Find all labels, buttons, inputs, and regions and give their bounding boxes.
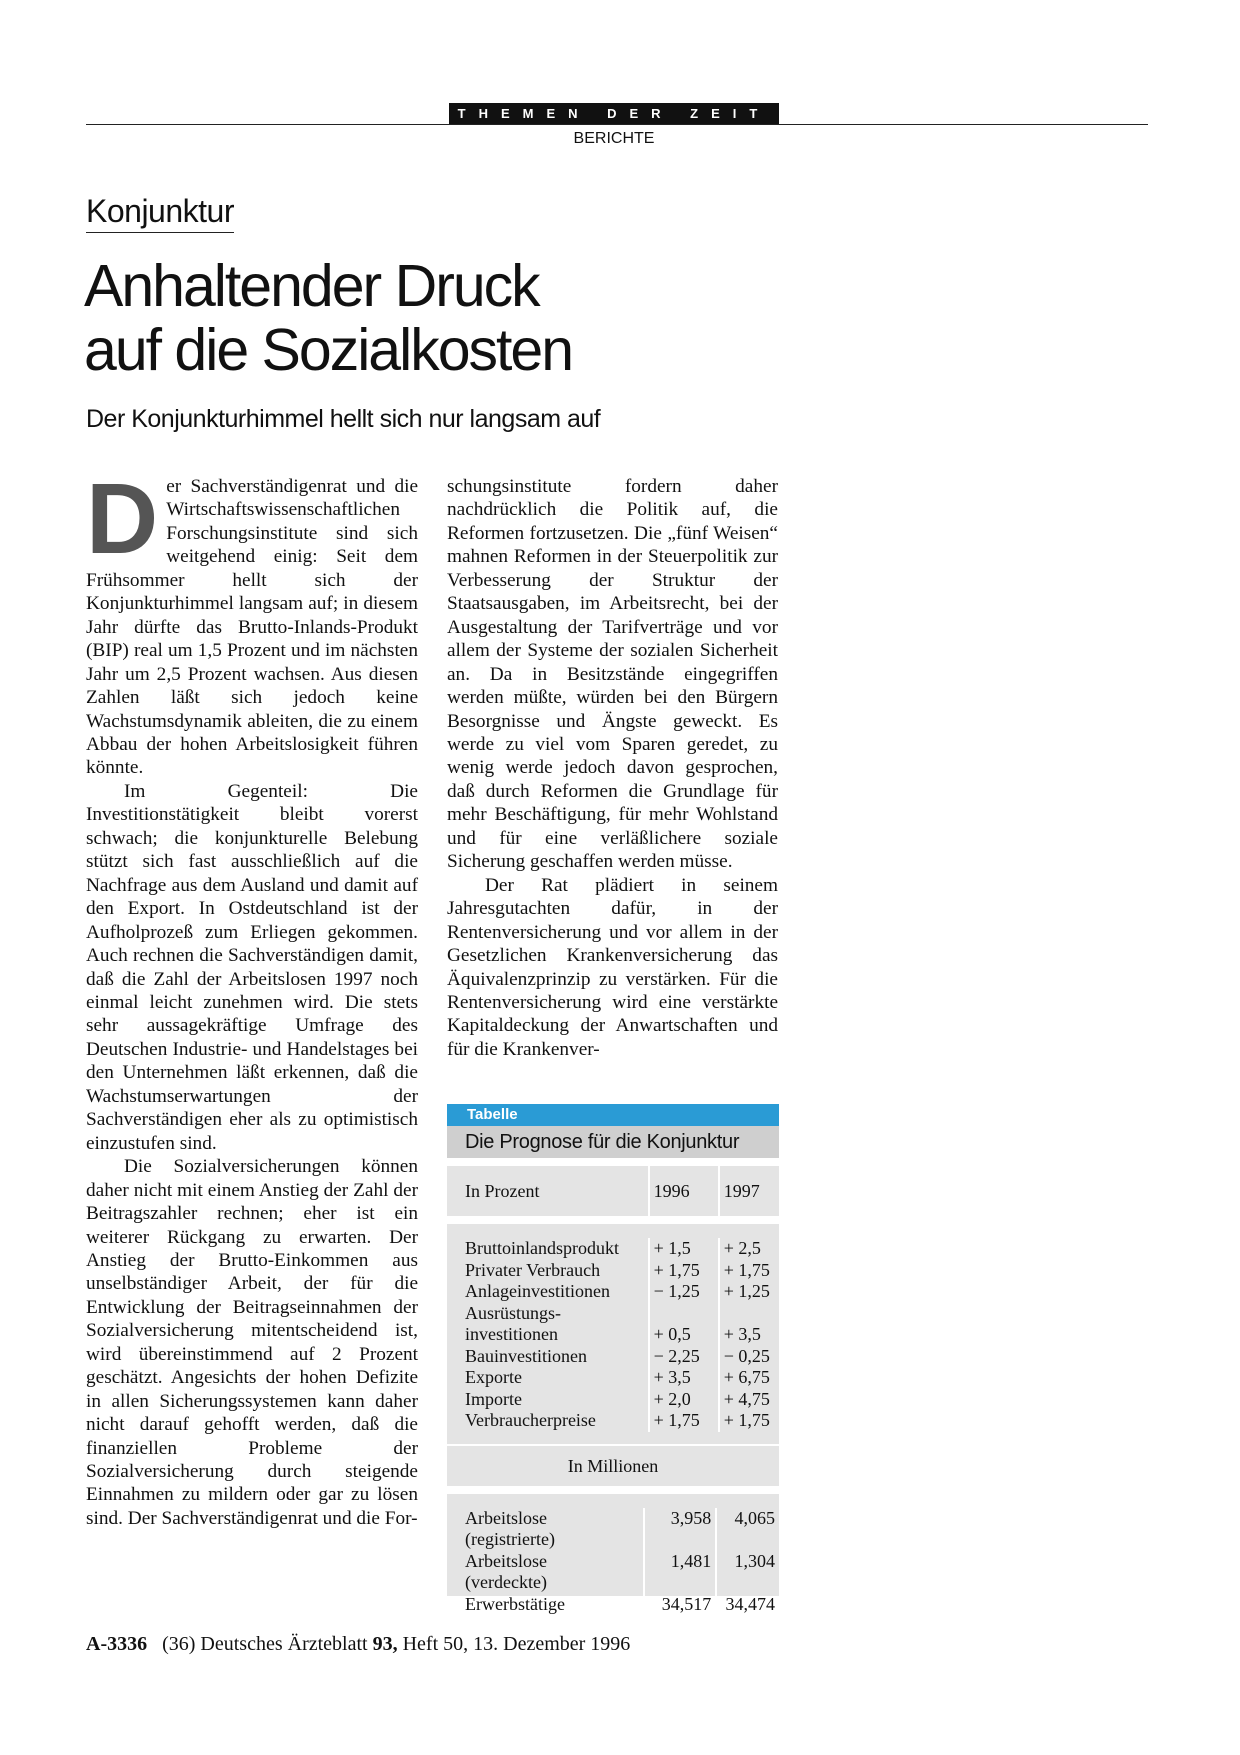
table-cell: + 4,75: [718, 1389, 779, 1411]
table-cell: Bruttoinlandsprodukt: [465, 1238, 619, 1258]
table-cell: 1,304: [715, 1551, 779, 1573]
table-tag: Tabelle: [447, 1104, 779, 1126]
table-cell: 34,474: [715, 1594, 779, 1616]
table-body-millions: [447, 1494, 779, 1628]
table-row: [447, 1324, 779, 1346]
table-row: [447, 1389, 779, 1411]
table-header-cell: In Prozent: [465, 1181, 540, 1201]
table-separator: [447, 1216, 779, 1224]
table-cell: 3,958: [643, 1508, 715, 1530]
table-cell: − 1,25: [648, 1281, 718, 1303]
headline-line-2: auf die Sozialkosten: [84, 317, 573, 383]
table-cell: (registrierte): [465, 1529, 555, 1549]
table-cell: investitionen: [465, 1324, 558, 1344]
table-row: [447, 1410, 779, 1432]
table-row: [447, 1303, 779, 1325]
table-cell: Anlageinvestitionen: [465, 1281, 610, 1301]
table-row: [447, 1572, 779, 1594]
table-cell: + 3,5: [718, 1324, 779, 1346]
table-cell: + 1,75: [648, 1410, 718, 1432]
headline-line-1: Anhaltender Druck: [84, 253, 539, 319]
drop-cap: D: [86, 463, 159, 575]
paragraph: schungsinstitute fordern daher nachdrücklich die Politik auf, die Reformen fortzusetzen. Die „fünf Weisen“ mahnen Reformen in der Steuerpolitik zur Verbesserung der Struktur der Staatsausgaben, im Arbeitsrecht, bei der Ausgestaltung der Tarifverträge und vor allem der Systeme der sozialen Sicherheit an. Da in Besitzstände eingegriffen werden müßte, würden bei den Bürgern Besorgnisse und Ängste geweckt. Es werde zu viel vom Sparen geredet, zu wenig werde jedoch davon gesprochen, daß durch Reformen die Grundlage für mehr Beschäftigung, für mehr Wohlstand und für eine verläßlichere soziale Sicherung geschaffen werden müsse.: [447, 476, 778, 873]
table-row: [447, 1367, 779, 1389]
table-cell: Erwerbstätige: [465, 1593, 565, 1614]
paragraph: Im Gegenteil: Die Investitionstätigkeit bleibt vorerst schwach; die konjunkturelle Belebung stützt sich fast ausschließlich auf die Nachfrage aus dem Ausland und damit auf den Export. In Ostdeutschland ist der Aufholprozeß zum Erliegen gekommen. Auch rechnen die Sachverständigen damit, daß die Zahl der Arbeitslosen 1997 noch einmal leicht zunehmen wird. Die stets sehr aussagekräftige Umfrage des Deutschen Industrie- und Handelstages bei den Unternehmen läßt erkennen, daß die Wachstumserwartungen der Sachverständigen eher als zu optimistisch einzustufen sind.: [86, 780, 418, 1154]
table-cell: [715, 1529, 779, 1551]
paragraph: [86, 463, 418, 780]
journal-issue: Heft 50, 13. Dezember 1996: [402, 1633, 631, 1655]
forecast-table: [447, 1104, 779, 1614]
table-cell: [643, 1572, 715, 1594]
table-row: [447, 1281, 779, 1303]
table-cell: Bauinvestitionen: [465, 1345, 587, 1366]
table-cell: + 2,0: [648, 1389, 718, 1411]
table-header-row: [447, 1166, 779, 1216]
table-cell: [718, 1303, 779, 1325]
table-cell: + 6,75: [718, 1367, 779, 1389]
table-cell: (verdeckte): [465, 1572, 547, 1592]
table-cell: [643, 1529, 715, 1551]
header-rule: [86, 124, 1148, 125]
page-footer: [86, 1633, 630, 1656]
journal-volume: 93,: [372, 1633, 398, 1655]
table-cell: Arbeitslose: [465, 1507, 547, 1528]
table-cell: + 1,75: [648, 1260, 718, 1282]
table-row: [447, 1346, 779, 1368]
table-header-cell: 1996: [648, 1166, 718, 1216]
paragraph: Die Sozialversicherungen können daher nicht mit einem Anstieg der Zahl der Beitragszahler rechnen; eher ist ein weiterer Rückgang zu erwarten. Der Anstieg der Brutto-Einkommen aus unselbständiger Arbeit, der für die Entwicklung der Beitragseinnahmen der Sozialversicherung mitentscheidend ist, wird übereinstimmend auf 2 Prozent geschätzt. Angesichts der hohen Defizite in allen Sicherungssystemen kann daher nicht darauf gehofft werden, daß die finanziellen Probleme der Sozialversicherung durch steigende Einnahmen zu mildern oder gar zu lösen sind. Der Sachverständigenrat und die For-: [86, 1156, 418, 1529]
table-cell: [715, 1572, 779, 1594]
table-row: [447, 1238, 779, 1260]
table-body-percent: [447, 1224, 779, 1444]
table-cell: Privater Verbrauch: [465, 1259, 601, 1280]
article-deck: Der Konjunkturhimmel hellt sich nur langsam auf: [86, 405, 601, 433]
paragraph-text: er Sachverständigenrat und die Wirtschaftswissenschaftlichen Forschungsinstitute sind sich weitgehend einig: Seit dem Frühsommer hellt sich der Konjunkturhimmel langsam auf; in diesem Jahr dürfte das Brutto-Inlands-Produkt (BIP) real um 1,5 Prozent und im nächsten Jahr um 2,5 Prozent wachsen. Aus diesen Zahlen läßt sich jedoch keine Wachstumsdynamik ableiten, die zu einem Abbau der hohen Arbeitslosigkeit führen könnte.: [86, 476, 418, 779]
paragraph: Der Rat plädiert in seinem Jahresgutachten dafür, in der Rentenversicherung und vor allem in der Gesetzlichen Krankenversicherung das Äquivalenzprinzip zu verstärken. Für die Rentenversicherung wird eine verstärkte Kapitaldeckung der Anwartschaften und für die Krankenver-: [447, 874, 778, 1060]
table-cell: + 1,5: [648, 1238, 718, 1260]
table-row: [447, 1260, 779, 1282]
table-cell: Arbeitslose: [465, 1550, 547, 1571]
table-row: [447, 1551, 779, 1573]
table-cell: + 1,75: [718, 1410, 779, 1432]
table-cell: − 0,25: [718, 1346, 779, 1368]
page-number: A-3336: [86, 1633, 148, 1655]
table-cell: 4,065: [715, 1508, 779, 1530]
table-cell: Verbraucherpreise: [465, 1410, 596, 1430]
table-header-cell: 1997: [718, 1166, 779, 1216]
table-cell: + 0,5: [648, 1324, 718, 1346]
table-cell: 1,481: [643, 1551, 715, 1573]
article-headline: [84, 254, 572, 382]
table-cell: − 2,25: [648, 1346, 718, 1368]
table-row: [447, 1508, 779, 1530]
table-cell: Exporte: [465, 1367, 522, 1387]
table-row: [447, 1529, 779, 1551]
table-row: [447, 1594, 779, 1616]
table-title: Die Prognose für die Konjunktur: [447, 1126, 779, 1158]
table-cell: + 2,5: [718, 1238, 779, 1260]
table-cell: + 3,5: [648, 1367, 718, 1389]
table-cell: Ausrüstungs-: [465, 1302, 562, 1323]
table-cell: + 1,25: [718, 1281, 779, 1303]
article-kicker: Konjunktur: [86, 193, 234, 233]
journal-source: (36) Deutsches Ärzteblatt: [162, 1633, 368, 1655]
table-cell: [648, 1303, 718, 1325]
table-cell: 34,517: [643, 1594, 715, 1616]
table-cell: Importe: [465, 1388, 522, 1409]
table-separator: [447, 1158, 779, 1166]
section-label: THEMEN DER ZEIT: [449, 103, 779, 124]
text-column-2: [447, 475, 778, 1061]
subsection-label: BERICHTE: [573, 130, 655, 147]
text-column-1: [86, 463, 418, 1530]
table-cell: + 1,75: [718, 1260, 779, 1282]
table-subheader: In Millionen: [447, 1444, 779, 1494]
